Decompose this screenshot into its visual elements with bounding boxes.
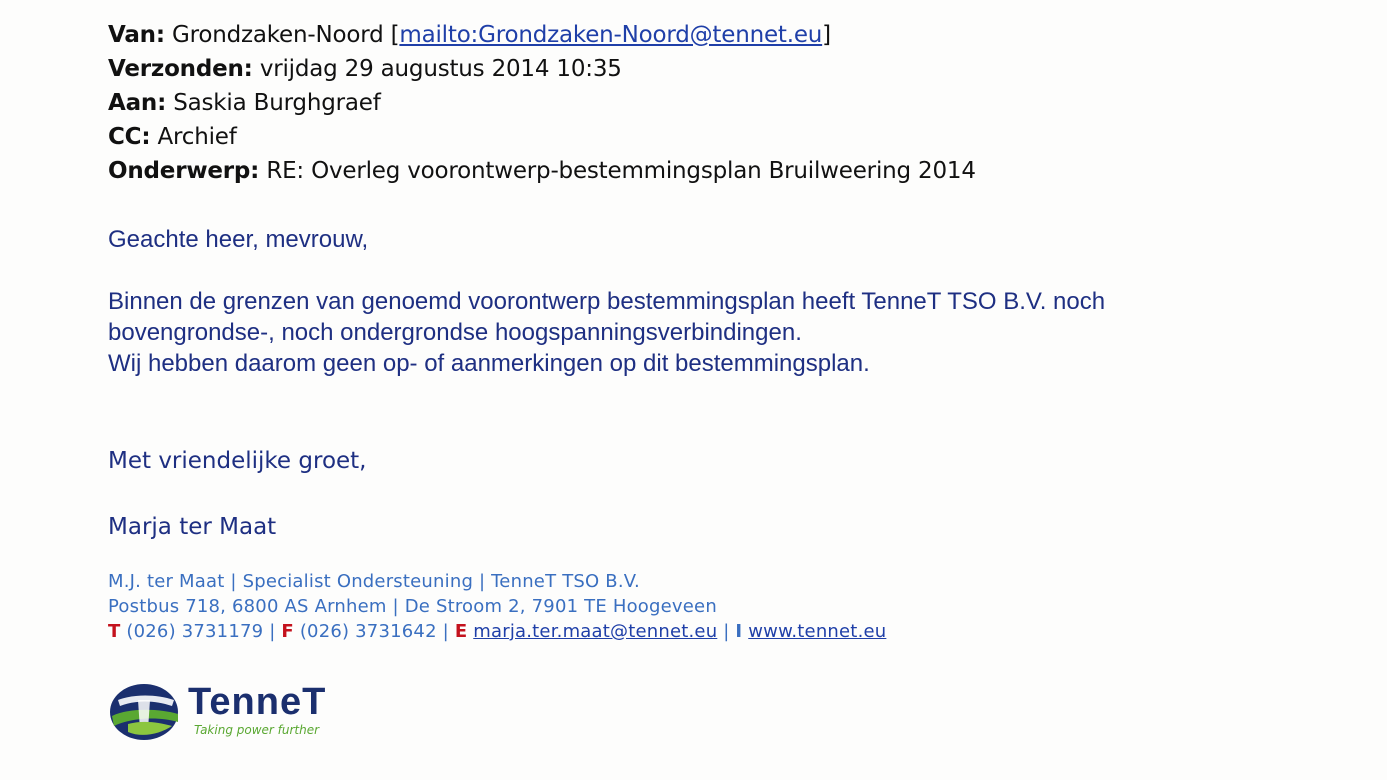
logo-brand-text: TenneT (188, 681, 327, 723)
from-name: Grondzaken-Noord (171, 22, 384, 48)
cc-row (108, 120, 976, 154)
subject-label: Onderwerp: (108, 158, 260, 184)
fax-label: F (281, 621, 294, 642)
to-label: Aan: (108, 90, 167, 116)
to-value: Saskia Burghgraef (173, 90, 381, 116)
signature-line-address: Postbus 718, 6800 AS Arnhem | De Stroom 2, 7901 TE Hoogeveen (108, 596, 717, 617)
email-signature (108, 569, 886, 644)
cc-value: Archief (157, 124, 237, 150)
subject-row (108, 154, 976, 188)
email-label: E (454, 621, 468, 642)
signer-name: Marja ter Maat (108, 514, 277, 540)
message-body (108, 286, 1105, 379)
web-label: I (735, 621, 743, 642)
tennet-globe-icon (110, 684, 178, 740)
separator: | (442, 621, 449, 642)
sent-value: vrijdag 29 augustus 2014 10:35 (259, 56, 622, 82)
from-bracket-open: [ (390, 22, 400, 48)
email-header (108, 18, 976, 188)
signature-email-link[interactable]: marja.ter.maat@tennet.eu (473, 621, 718, 642)
subject-value: RE: Overleg voorontwerp-bestemmingsplan Bruilweering 2014 (266, 158, 976, 184)
cc-label: CC: (108, 124, 151, 150)
body-line: Wij hebben daarom geen op- of aanmerkingen op dit bestemmingsplan. (108, 350, 870, 377)
sent-row (108, 52, 976, 86)
from-label: Van: (108, 22, 165, 48)
from-row (108, 18, 976, 52)
signature-line-contact (108, 619, 886, 644)
from-bracket-close: ] (822, 22, 831, 48)
from-mailto-link[interactable]: mailto:Grondzaken-Noord@tennet.eu (399, 22, 823, 48)
website-link[interactable]: www.tennet.eu (748, 621, 887, 642)
fax-number: (026) 3731642 (299, 621, 437, 642)
greeting: Geachte heer, mevrouw, (108, 226, 369, 253)
body-line: bovengrondse-, noch ondergrondse hoogspanningsverbindingen. (108, 319, 802, 346)
sent-label: Verzonden: (108, 56, 253, 82)
phone-number: (026) 3731179 (126, 621, 264, 642)
body-line: Binnen de grenzen van genoemd voorontwerp bestemmingsplan heeft TenneT TSO B.V. noch (108, 288, 1106, 315)
phone-label: T (108, 621, 121, 642)
logo-tagline: Taking power further (194, 723, 320, 737)
separator: | (269, 621, 276, 642)
tennet-logo (108, 678, 388, 742)
closing-greeting: Met vriendelijke groet, (108, 448, 367, 474)
signature-line-role: M.J. ter Maat | Specialist Ondersteuning | TenneT TSO B.V. (108, 571, 640, 592)
separator: | (723, 621, 730, 642)
to-row (108, 86, 976, 120)
